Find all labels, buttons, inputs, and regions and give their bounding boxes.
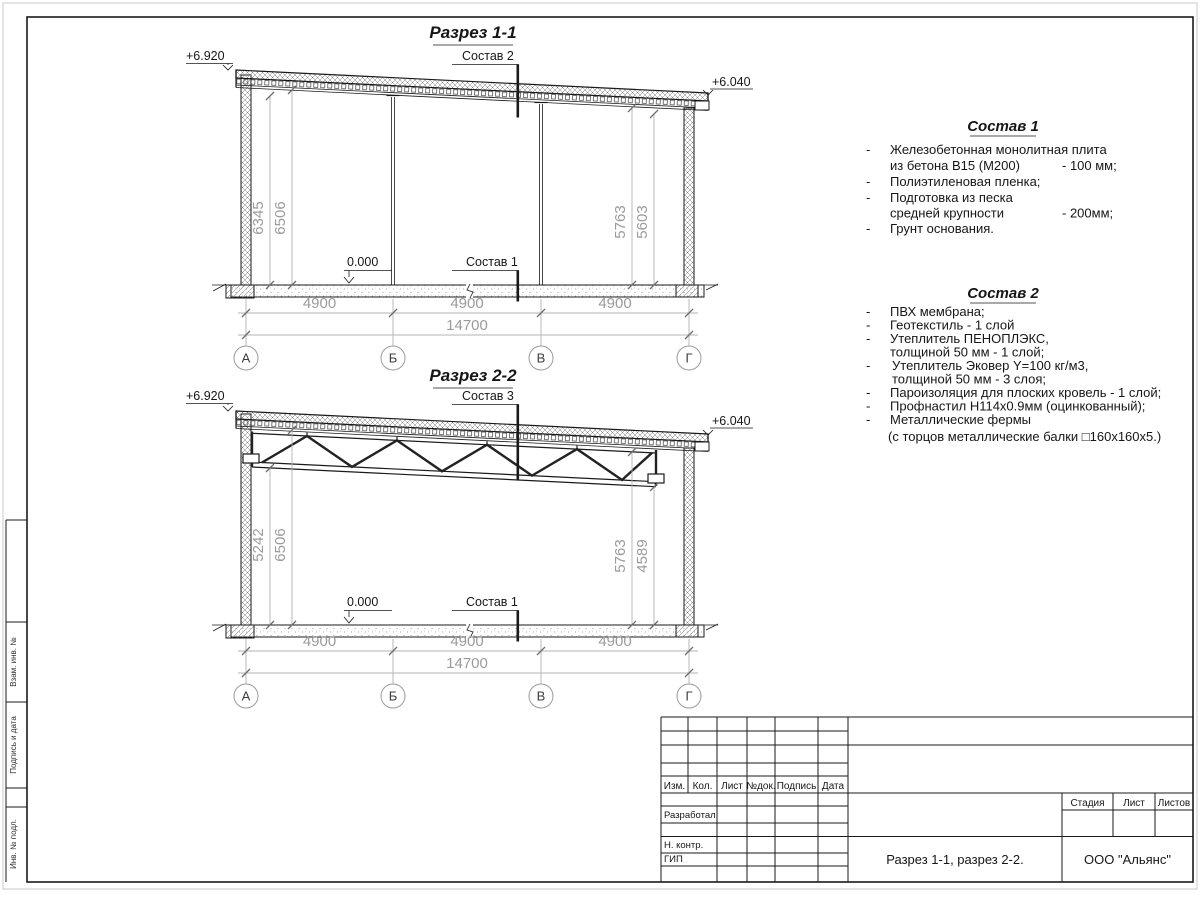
spec-line: Утеплитель ПЕНОПЛЭКС, [890,331,1049,346]
section2-elev-right [703,414,753,435]
dim-total: 14700 [446,655,488,672]
callout-label: Состав 1 [466,595,518,609]
section1-bottom-dims [238,295,698,339]
section2-elev-left [186,389,233,411]
section2-bottom-dims [238,633,698,677]
spec-line: Утеплитель Эковер Y=100 кг/м3, [892,358,1089,373]
spec-dash: - [866,317,871,333]
dim-height: 6506 [272,201,289,235]
grid-bubble-g: Г [685,688,693,704]
elevation-label: +6.040 [712,414,751,428]
spec-dash: - [866,412,871,427]
dim-height: 5763 [612,205,629,239]
spec-dash: - [866,331,871,346]
spec-line: Пароизоляция для плоских кровель - 1 слой; [890,385,1162,400]
spec-dash: - [866,174,871,189]
spec-dash: - [866,221,871,236]
dim-height: 5242 [250,528,267,562]
side-label-podpis: Подпись и дата [9,716,18,774]
tb-col-izm: Изм. [663,781,686,792]
section-2-2 [186,366,753,708]
tb-company: ООО "Альянс" [1084,852,1171,867]
spec-value: - 200мм; [1062,205,1114,221]
section2-vertical-dims [250,426,658,629]
section1-elev-right [703,75,753,95]
grid-bubble-v: В [536,350,546,366]
side-label-vzam: Взам. инв. № [9,637,18,687]
tb-doc-title: Разрез 1-1, разрез 2-2. [886,852,1024,867]
zero-level-label: 0.000 [347,595,379,609]
spec-line: Полиэтиленовая пленка; [890,174,1041,189]
elevation-label: +6.920 [186,49,225,63]
dim-span: 4900 [450,633,484,650]
tb-col-list: Лист [721,781,743,792]
spec-line: средней крупности [890,205,1004,221]
tb-sheet: Лист [1123,798,1145,809]
spec-line: из бетона В15 (М200) [890,158,1020,173]
dim-height: 5763 [612,539,629,573]
section1-zero-level [344,255,392,283]
tb-col-podpis: Подпись [776,781,817,792]
grid-bubble-v: В [536,688,546,704]
callout-label: Состав 1 [466,255,518,269]
section2-roof [236,411,709,452]
dim-height: 6506 [272,528,289,562]
grid-bubble-a: А [241,350,251,366]
tb-sheets: Листов [1157,798,1191,809]
elevation-label: +6.040 [712,75,751,89]
dim-span: 4900 [598,295,632,312]
section1-title: Разрез 1-1 [429,23,517,42]
spec2-title: Состав 2 [967,285,1039,302]
section2-columns [241,414,694,625]
elevation-label: +6.920 [186,389,225,403]
tb-row-nkontr: Н. контр. [664,840,704,851]
spec-sostav-1 [866,118,1117,236]
grid-bubble-b: Б [388,350,398,366]
callout-label: Состав 3 [462,389,514,403]
dim-height: 5603 [634,205,651,239]
spec-line: ПВХ мембрана; [890,304,985,319]
section2-title: Разрез 2-2 [429,366,517,385]
spec1-title: Состав 1 [967,118,1039,135]
spec-dash: - [866,385,871,400]
section1-elev-left [186,49,233,70]
dim-span: 4900 [302,295,337,312]
tb-stage: Стадия [1070,798,1105,809]
spec-line: Металлические фермы [890,412,1031,427]
grid-bubble-b: Б [388,688,398,704]
spec-dash: - [866,190,871,205]
grid-bubble-g: Г [685,350,693,366]
spec-line: (с торцов металлические балки □160х160х5.) [888,429,1162,444]
spec-line: Грунт основания. [890,221,994,236]
spec-line: Подготовка из песка [890,190,1013,205]
spec-sostav-2 [866,285,1161,444]
section2-zero-level [344,595,392,623]
section1-vertical-dims [250,86,658,289]
section-1-1 [186,23,753,370]
section1-roof [236,70,709,111]
frame-side-cells [6,520,27,882]
tb-col-kol: Кол. [692,781,713,792]
spec-line: Железобетонная монолитная плита [890,142,1107,157]
grid-bubble-a: А [241,688,251,704]
dim-height: 4589 [634,539,651,573]
zero-level-label: 0.000 [347,255,379,269]
title-block [661,717,1193,882]
spec-dash: - [866,304,871,319]
tb-col-data: Дата [821,781,845,792]
callout-label: Состав 2 [462,49,514,63]
tb-col-ndok: №док. [746,781,776,792]
tb-row-gip: ГИП [664,854,683,865]
spec-line: Геотекстиль - 1 слой [890,317,1015,333]
dim-span: 4900 [598,633,632,650]
dim-span: 4900 [450,295,484,312]
spec-dash: - [866,398,871,414]
spec-dash: - [866,142,871,157]
spec-line: Профнастил Н114х0.9мм (оцинкованный); [890,398,1146,414]
spec-dash: - [866,358,871,373]
side-label-inv: Инв. № подл. [9,819,18,869]
tb-row-razrabotal: Разработал [664,810,716,821]
spec-line: толщиной 50 мм - 3 слоя; [892,371,1047,387]
dim-height: 6345 [250,201,267,235]
spec-value: - 100 мм; [1062,158,1117,173]
spec-line: толщиной 50 мм - 1 слой; [890,344,1045,360]
dim-total: 14700 [446,317,488,334]
dim-span: 4900 [302,633,337,650]
